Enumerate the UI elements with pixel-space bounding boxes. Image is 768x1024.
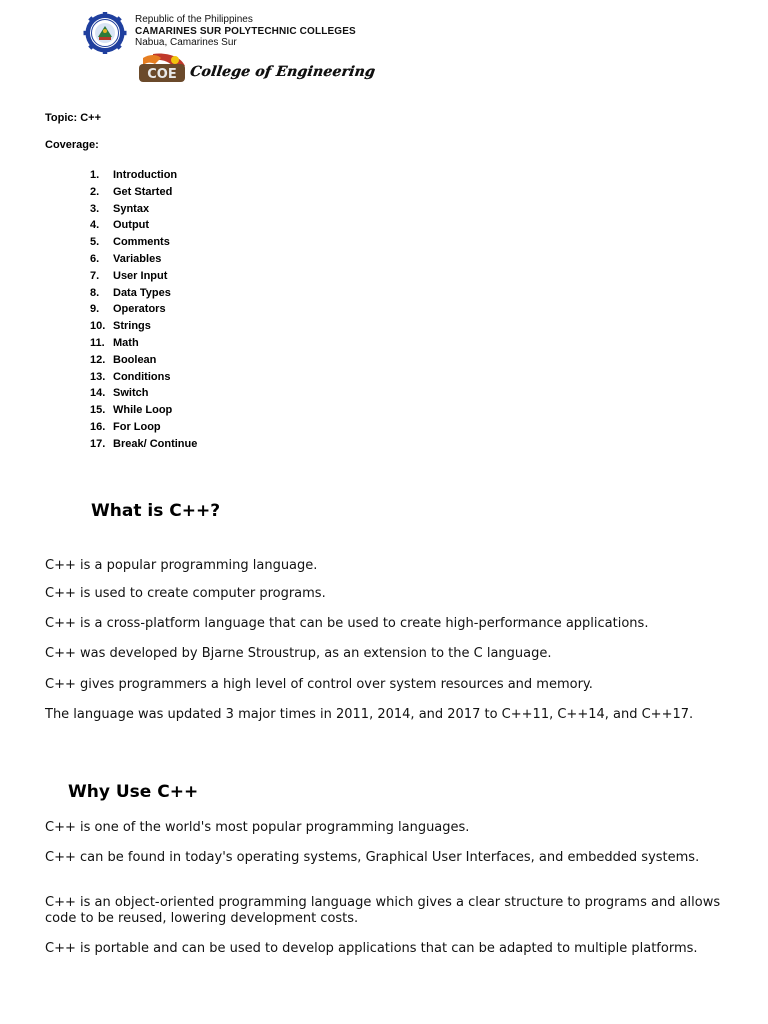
coverage-item: 14. Switch [90,387,149,400]
coverage-item: 11. Math [90,336,139,349]
topic-label: Topic: C++ [45,112,102,124]
letterhead-text [135,14,356,49]
coe-logo-text: COE [147,67,177,82]
coverage-item: 6. Variables [90,252,162,265]
what-paragraph: C++ was developed by Bjarne Stroustrup, as an extension to the C language. [45,646,552,661]
college-name: CAMARINES SUR POLYTECHNIC COLLEGES [135,25,356,37]
coverage-item: 15. While Loop [90,404,173,417]
coverage-item: 4. Output [90,219,150,232]
coverage-item: 5. Comments [90,236,170,249]
cspc-seal-icon [80,12,130,54]
what-paragraph: C++ is a popular programming language. [45,558,318,573]
college-location: Nabua, Camarines Sur [135,37,237,48]
coverage-item: 16. For Loop [90,420,161,433]
why-paragraph: C++ is one of the world's most popular programming languages. [45,820,470,835]
coverage-item: 1. Introduction [90,169,178,181]
coverage-label: Coverage: [45,139,99,151]
coverage-item: 10. Strings [90,320,151,333]
department-title: College of Engineering [188,64,376,80]
coverage-item: 7. User Input [90,269,168,282]
what-paragraph: C++ is used to create computer programs. [45,586,326,601]
why-paragraph: C++ can be found in today's operating systems, Graphical User Interfaces, and embedded systems. [45,850,700,865]
coverage-item: 3. Syntax [90,202,150,215]
coe-logo-icon [135,52,191,86]
coverage-item: 17. Break/ Continue [90,437,198,450]
coverage-item: 8. Data Types [90,286,171,299]
coverage-list [90,167,197,453]
what-paragraph: C++ gives programmers a high level of control over system resources and memory. [45,677,593,692]
what-paragraph: C++ is a cross-platform language that can be used to create high-performance applications. [45,616,649,631]
why-use-cpp-heading: Why Use C++ [68,782,199,802]
coverage-item: 9. Operators [90,303,166,316]
coverage-item: 2. Get Started [90,185,173,198]
why-paragraph: C++ is an object-oriented programming language which gives a clear structure to programs and allows code to be reused, lowering development costs. [45,895,721,926]
coverage-item: 12. Boolean [90,353,157,366]
what-is-cpp-heading: What is C++? [91,501,221,521]
what-paragraph: The language was updated 3 major times in 2011, 2014, and 2017 to C++11, C++14, and C++17. [45,707,694,722]
republic-line: Republic of the Philippines [135,14,253,25]
why-paragraph: C++ is portable and can be used to develop applications that can be adapted to multiple platforms. [45,941,698,956]
coverage-item: 13. Conditions [90,370,171,383]
